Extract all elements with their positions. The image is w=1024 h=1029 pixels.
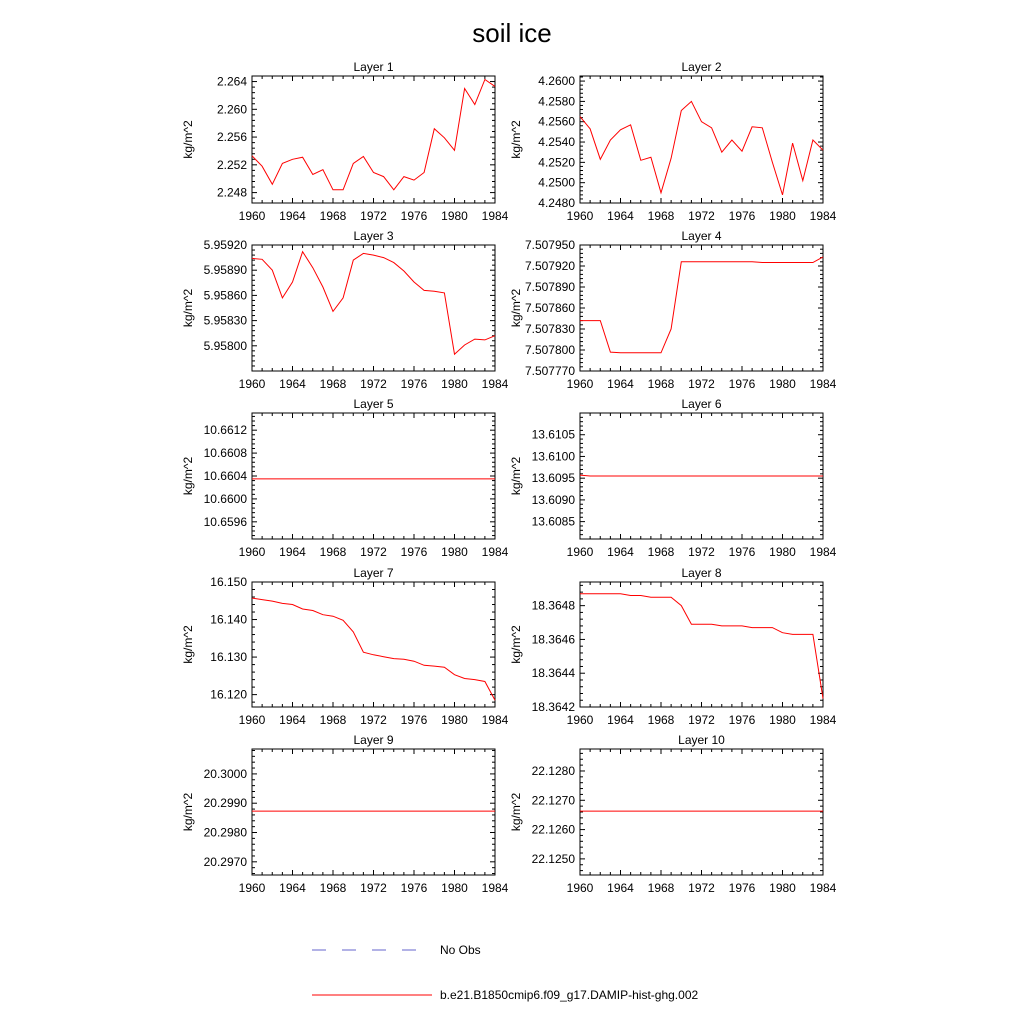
x-tick-label: 1964 <box>607 209 634 223</box>
x-tick-label: 1984 <box>481 545 509 559</box>
panel-title: Layer 9 <box>353 733 394 747</box>
y-tick-label: 16.150 <box>210 575 247 589</box>
x-tick-label: 1960 <box>566 377 594 391</box>
panel-layer-4 <box>509 229 837 391</box>
x-tick-label: 1972 <box>360 713 387 727</box>
x-tick-label: 1964 <box>607 713 634 727</box>
y-tick-label: 16.140 <box>210 612 247 627</box>
y-tick-label: 4.2600 <box>538 74 575 89</box>
y-tick-label: 13.6085 <box>531 514 575 529</box>
panel-title: Layer 7 <box>353 566 394 580</box>
panel-title: Layer 1 <box>353 60 394 74</box>
x-tick-label: 1972 <box>688 545 715 559</box>
panel-title: Layer 5 <box>353 397 394 411</box>
y-tick-label: 4.2480 <box>538 196 575 210</box>
y-tick-label: 13.6090 <box>531 492 575 507</box>
y-tick-label: 2.252 <box>216 157 247 172</box>
plot-frame <box>580 749 823 875</box>
x-tick-label: 1968 <box>647 881 675 895</box>
figure-title: soil ice <box>472 18 552 48</box>
x-tick-label: 1984 <box>481 209 509 223</box>
x-tick-label: 1984 <box>809 377 837 391</box>
y-tick-label: 10.6604 <box>203 469 247 483</box>
y-tick-label: 5.95920 <box>203 238 247 252</box>
y-tick-label: 18.3644 <box>531 666 575 681</box>
panel-title: Layer 3 <box>353 229 394 243</box>
y-tick-label: 7.507860 <box>524 301 575 315</box>
x-tick-label: 1976 <box>728 713 756 727</box>
x-tick-label: 1976 <box>728 209 756 223</box>
y-tick-label: 5.95830 <box>203 313 247 328</box>
panel-layer-2 <box>509 60 837 223</box>
plot-frame <box>580 582 823 707</box>
x-tick-label: 1960 <box>566 545 594 559</box>
x-tick-label: 1960 <box>566 881 594 895</box>
series-line-model-run <box>252 598 495 700</box>
x-tick-label: 1976 <box>728 377 756 391</box>
y-tick-label: 7.507890 <box>524 280 575 294</box>
y-axis-label: kg/m^2 <box>509 456 523 496</box>
y-tick-label: 7.507800 <box>524 343 575 357</box>
x-tick-label: 1984 <box>481 377 509 391</box>
x-tick-label: 1972 <box>360 881 387 895</box>
plot-frame <box>252 582 495 707</box>
panel-title: Layer 8 <box>681 566 722 580</box>
y-tick-label: 10.6596 <box>203 514 247 529</box>
x-tick-label: 1976 <box>400 377 428 391</box>
x-tick-label: 1984 <box>481 881 509 895</box>
y-tick-label: 5.95800 <box>203 338 247 353</box>
x-tick-label: 1972 <box>688 377 715 391</box>
panels-group <box>181 60 837 895</box>
x-tick-label: 1976 <box>728 545 756 559</box>
x-tick-label: 1960 <box>566 713 594 727</box>
y-tick-label: 4.2500 <box>538 175 575 190</box>
plot-frame <box>252 413 495 539</box>
y-tick-label: 16.130 <box>210 650 247 665</box>
y-tick-label: 2.264 <box>216 74 247 89</box>
x-tick-label: 1968 <box>647 545 675 559</box>
x-tick-label: 1960 <box>238 713 266 727</box>
y-tick-label: 20.2970 <box>203 854 247 869</box>
x-tick-label: 1972 <box>360 545 387 559</box>
x-tick-label: 1972 <box>688 713 715 727</box>
y-axis-label: kg/m^2 <box>181 456 195 496</box>
y-tick-label: 20.2980 <box>203 825 247 840</box>
x-tick-label: 1980 <box>441 545 468 559</box>
y-tick-label: 5.95860 <box>203 288 247 303</box>
y-tick-label: 4.2540 <box>538 135 575 150</box>
plot-frame <box>252 245 495 371</box>
y-axis-label: kg/m^2 <box>509 288 523 328</box>
y-axis-label: kg/m^2 <box>181 625 195 664</box>
plot-frame <box>252 749 495 875</box>
legend-label-model-run: b.e21.B1850cmip6.f09_g17.DAMIP-hist-ghg.002 <box>440 988 699 1002</box>
series-line-model-run <box>252 80 495 190</box>
y-tick-label: 20.3000 <box>203 766 247 781</box>
y-tick-label: 4.2560 <box>538 114 575 129</box>
x-tick-label: 1972 <box>688 209 715 223</box>
x-tick-label: 1980 <box>441 713 468 727</box>
y-tick-label: 22.1260 <box>531 822 575 837</box>
x-tick-label: 1960 <box>566 209 594 223</box>
x-tick-label: 1984 <box>809 545 837 559</box>
x-tick-label: 1968 <box>647 713 675 727</box>
y-tick-label: 7.507950 <box>524 238 575 252</box>
series-line-model-run <box>580 257 823 353</box>
x-tick-label: 1968 <box>319 209 347 223</box>
x-tick-label: 1964 <box>607 545 634 559</box>
x-tick-label: 1960 <box>238 377 266 391</box>
x-tick-label: 1964 <box>279 209 306 223</box>
panel-layer-9 <box>181 733 509 895</box>
y-tick-label: 7.507830 <box>524 322 575 336</box>
panel-layer-8 <box>509 566 837 727</box>
y-axis-label: kg/m^2 <box>509 792 523 832</box>
y-tick-label: 4.2580 <box>538 94 575 109</box>
y-tick-label: 22.1280 <box>531 763 575 778</box>
y-tick-label: 22.1250 <box>531 851 575 866</box>
y-tick-label: 10.6612 <box>203 423 247 438</box>
panel-layer-1 <box>181 60 509 223</box>
x-tick-label: 1964 <box>279 713 306 727</box>
y-axis-label: kg/m^2 <box>181 288 195 328</box>
series-line-model-run <box>580 475 823 476</box>
panel-title: Layer 10 <box>678 733 725 747</box>
series-line-model-run <box>580 101 823 194</box>
panel-title: Layer 4 <box>681 229 722 243</box>
x-tick-label: 1980 <box>769 545 796 559</box>
x-tick-label: 1976 <box>400 545 428 559</box>
x-tick-label: 1968 <box>647 377 675 391</box>
x-tick-label: 1960 <box>238 545 266 559</box>
x-tick-label: 1984 <box>809 881 837 895</box>
x-tick-label: 1972 <box>360 377 387 391</box>
panel-layer-3 <box>181 229 509 391</box>
y-tick-label: 13.6100 <box>531 449 575 464</box>
y-tick-label: 20.2990 <box>203 796 247 811</box>
y-tick-label: 2.256 <box>216 130 247 145</box>
y-axis-label: kg/m^2 <box>181 120 195 159</box>
x-tick-label: 1980 <box>441 209 468 223</box>
x-tick-label: 1984 <box>809 209 837 223</box>
series-line-model-run <box>580 594 823 699</box>
y-tick-label: 2.248 <box>216 185 247 200</box>
y-axis-label: kg/m^2 <box>509 120 523 159</box>
panel-layer-5 <box>181 397 509 559</box>
y-tick-label: 4.2520 <box>538 155 575 170</box>
panel-title: Layer 6 <box>681 397 722 411</box>
y-tick-label: 7.507920 <box>524 259 575 273</box>
legend-label-no-obs: No Obs <box>440 943 481 957</box>
y-tick-label: 13.6105 <box>531 427 575 442</box>
x-tick-label: 1968 <box>647 209 675 223</box>
x-tick-label: 1960 <box>238 881 266 895</box>
x-tick-label: 1976 <box>400 881 428 895</box>
panel-title: Layer 2 <box>681 60 722 74</box>
x-tick-label: 1964 <box>279 881 306 895</box>
panel-layer-7 <box>181 566 509 727</box>
x-tick-label: 1980 <box>769 209 796 223</box>
y-tick-label: 18.3648 <box>531 598 575 613</box>
x-tick-label: 1972 <box>360 209 387 223</box>
y-tick-label: 7.507770 <box>524 364 575 378</box>
y-tick-label: 2.260 <box>216 102 247 117</box>
x-tick-label: 1984 <box>481 713 509 727</box>
y-tick-label: 18.3646 <box>531 632 575 647</box>
legend <box>312 943 698 1002</box>
y-tick-label: 13.6095 <box>531 471 575 486</box>
y-axis-label: kg/m^2 <box>509 625 523 664</box>
x-tick-label: 1980 <box>769 881 796 895</box>
x-tick-label: 1976 <box>400 209 428 223</box>
panel-layer-6 <box>509 397 837 559</box>
plot-frame <box>252 76 495 203</box>
y-tick-label: 10.6608 <box>203 446 247 461</box>
plot-frame <box>580 76 823 203</box>
x-tick-label: 1964 <box>607 377 634 391</box>
y-tick-label: 16.120 <box>210 687 247 702</box>
y-tick-label: 22.1270 <box>531 793 575 808</box>
y-axis-label: kg/m^2 <box>181 792 195 832</box>
x-tick-label: 1976 <box>400 713 428 727</box>
x-tick-label: 1972 <box>688 881 715 895</box>
x-tick-label: 1964 <box>279 545 306 559</box>
x-tick-label: 1980 <box>769 713 796 727</box>
x-tick-label: 1968 <box>319 881 347 895</box>
x-tick-label: 1964 <box>279 377 306 391</box>
y-tick-label: 5.95890 <box>203 263 247 278</box>
x-tick-label: 1980 <box>769 377 796 391</box>
x-tick-label: 1980 <box>441 881 468 895</box>
x-tick-label: 1964 <box>607 881 634 895</box>
x-tick-label: 1968 <box>319 545 347 559</box>
series-line-model-run <box>252 252 495 355</box>
x-tick-label: 1976 <box>728 881 756 895</box>
y-tick-label: 18.3642 <box>531 700 575 714</box>
x-tick-label: 1960 <box>238 209 266 223</box>
panel-layer-10 <box>509 733 837 895</box>
y-tick-label: 10.6600 <box>203 491 247 506</box>
x-tick-label: 1968 <box>319 377 347 391</box>
x-tick-label: 1984 <box>809 713 837 727</box>
x-tick-label: 1980 <box>441 377 468 391</box>
x-tick-label: 1968 <box>319 713 347 727</box>
